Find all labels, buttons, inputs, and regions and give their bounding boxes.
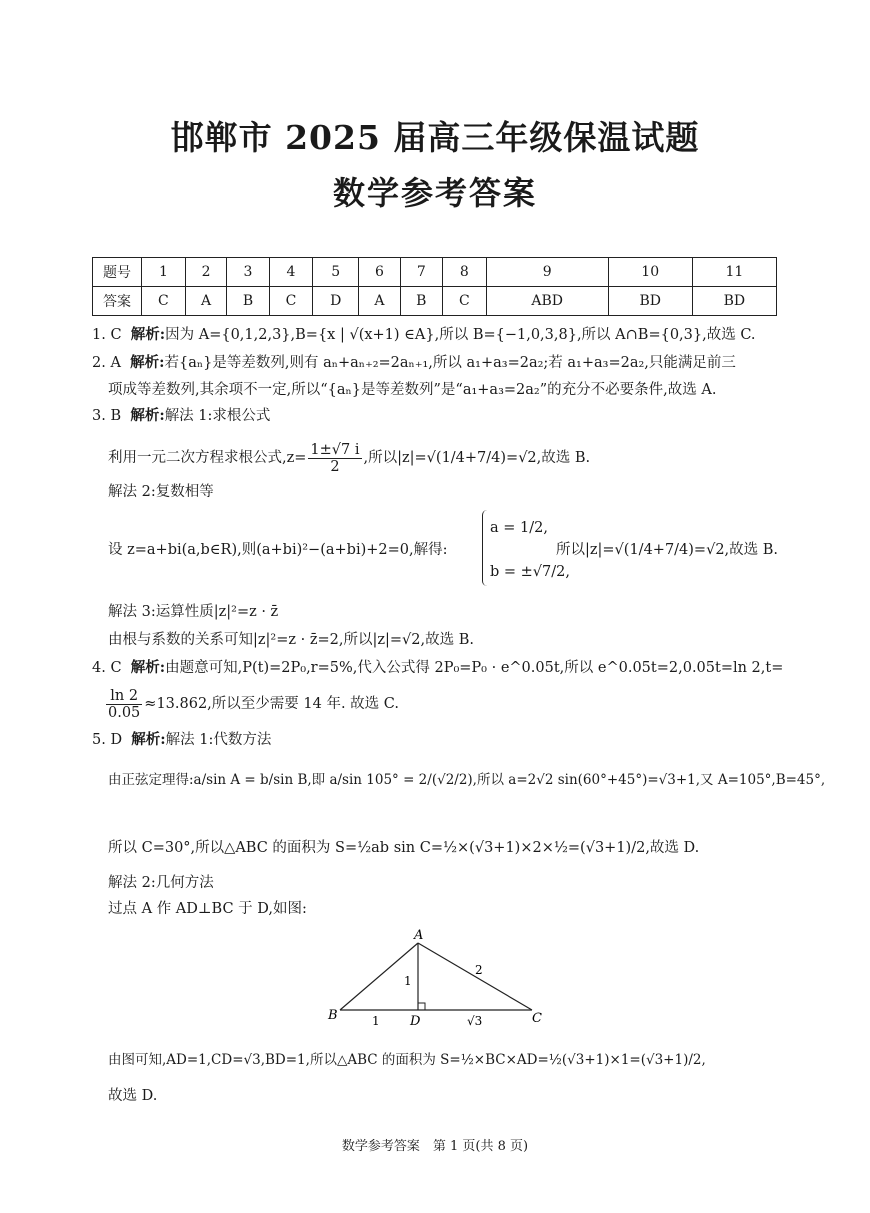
- method-title: 解法 1:代数方法: [165, 732, 272, 748]
- solution-label: 1. C: [92, 327, 122, 343]
- brace-bracket: [482, 510, 487, 586]
- length-dc-label: √3: [467, 1014, 483, 1028]
- table-cell: C: [442, 287, 486, 316]
- solution-label: 2. A: [92, 355, 121, 371]
- row-label-number: 题号: [93, 258, 142, 287]
- vertex-b-label: B: [328, 1008, 338, 1023]
- formula-text: ,所以|z|=√(1/4+7/4)=√2,故选 B.: [363, 450, 591, 466]
- table-cell: 8: [442, 258, 486, 287]
- solution-1: [92, 325, 756, 345]
- solution-2-cont: 项成等差数列,其余项不一定,所以“{aₙ}是等差数列”是“a₁+a₃=2a₂”的充分不必要条件,故选 A.: [108, 382, 717, 398]
- solution-3: [92, 406, 270, 426]
- vertex-d-label: D: [410, 1014, 421, 1029]
- case-line: a = 1/2,: [490, 520, 548, 536]
- fraction: [106, 688, 142, 721]
- method-title: 解法 2:几何方法: [108, 875, 214, 891]
- solution-4: [92, 658, 783, 678]
- table-row-answers: [93, 287, 777, 316]
- method-title: 解法 3:运算性质|z|²=z · z̄: [108, 604, 279, 620]
- length-ad-label: 1: [404, 974, 412, 988]
- analysis-tag: 解析:: [131, 731, 166, 748]
- vertex-c-label: C: [532, 1011, 542, 1026]
- right-angle-mark: [418, 1003, 425, 1010]
- vertex-a-label: A: [414, 928, 424, 943]
- solution-4-cont: [104, 686, 399, 722]
- table-cell: 4: [269, 258, 313, 287]
- analysis-tag: 解析:: [130, 354, 165, 371]
- table-cell: C: [269, 287, 313, 316]
- numerator: 1±√7 i: [310, 441, 360, 458]
- table-cell: BD: [692, 287, 776, 316]
- solution-3-method-1: [108, 440, 590, 476]
- table-cell: BD: [608, 287, 692, 316]
- document-subtitle: 数学参考答案: [332, 174, 537, 212]
- answer-table: [92, 257, 777, 316]
- solution-label: 5. D: [92, 732, 123, 748]
- table-cell: B: [227, 287, 269, 316]
- table-cell: 9: [486, 258, 608, 287]
- table-cell: 1: [142, 258, 186, 287]
- table-cell: 5: [313, 258, 359, 287]
- analysis-tag: 解析:: [130, 326, 166, 343]
- solution-label: 3. B: [92, 408, 122, 424]
- table-cell: 7: [400, 258, 442, 287]
- table-row-numbers: [93, 258, 777, 287]
- length-bd-label: 1: [372, 1014, 380, 1028]
- solution-5-geometry: 过点 A 作 AD⊥BC 于 D,如图:: [108, 901, 307, 917]
- triangle-figure: [322, 925, 552, 1035]
- method-title: 解法 2:复数相等: [108, 484, 214, 500]
- case-line: b = ±√7/2,: [490, 564, 570, 580]
- table-cell: 2: [185, 258, 227, 287]
- row-label-answer: 答案: [93, 287, 142, 316]
- solution-2: [92, 353, 736, 373]
- formula-text: 利用一元二次方程求根公式,z=: [108, 450, 307, 466]
- table-cell: 6: [359, 258, 401, 287]
- solution-5: [92, 730, 271, 750]
- denominator: 2: [330, 458, 340, 475]
- solution-5-line-1: 由正弦定理得:a/sin A = b/sin B,即 a/sin 105° = 2/(√2/2),所以 a=2√2 sin(60°+45°)=√3+1,又 A=105°,B=45°,: [108, 772, 826, 788]
- solution-3-method-3: 由根与系数的关系可知|z|²=z · z̄=2,所以|z|=√2,故选 B.: [108, 632, 474, 648]
- length-ac-label: 2: [475, 963, 483, 977]
- solution-3-method-2-result: 所以|z|=√(1/4+7/4)=√2,故选 B.: [556, 542, 779, 558]
- table-cell: 3: [227, 258, 269, 287]
- table-cell: ABD: [486, 287, 608, 316]
- solution-5-line-2: 所以 C=30°,所以△ABC 的面积为 S=½ab sin C=½×(√3+1)×2×½=(√3+1)/2,故选 D.: [108, 840, 700, 856]
- document-title: 邯郸市 2025 届高三年级保温试题: [170, 118, 700, 157]
- table-cell: 11: [692, 258, 776, 287]
- solution-text: 由题意可知,P(t)=2P₀,r=5%,代入公式得 2P₀=P₀ · e^0.05t,所以 e^0.05t=2,0.05t=ln 2,t=: [165, 660, 784, 676]
- solution-label: 4. C: [92, 660, 122, 676]
- table-cell: D: [313, 287, 359, 316]
- solution-text: ≈13.862,所以至少需要 14 年. 故选 C.: [144, 696, 399, 712]
- solution-5-geometry-result: 由图可知,AD=1,CD=√3,BD=1,所以△ABC 的面积为 S=½×BC×AD=½(√3+1)×1=(√3+1)/2,: [108, 1052, 706, 1068]
- denominator: 0.05: [108, 704, 141, 721]
- solution-3-method-2: 设 z=a+bi(a,b∈R),则(a+bi)²−(a+bi)+2=0,解得:: [108, 542, 448, 558]
- table-cell: A: [359, 287, 401, 316]
- solution-5-conclusion: 故选 D.: [108, 1088, 158, 1104]
- table-cell: 10: [608, 258, 692, 287]
- numerator: ln 2: [106, 688, 142, 705]
- solution-text: 因为 A={0,1,2,3},B={x | √(x+1) ∈A},所以 B={−1,0,3,8},所以 A∩B={0,3},故选 C.: [165, 327, 756, 343]
- fraction: [308, 442, 361, 475]
- analysis-tag: 解析:: [130, 407, 165, 424]
- table-cell: A: [185, 287, 227, 316]
- method-title: 解法 1:求根公式: [164, 408, 271, 424]
- solution-text: 若{aₙ}是等差数列,则有 aₙ+aₙ₊₂=2aₙ₊₁,所以 a₁+a₃=2a₂;若 a₁+a₃=2a₂,只能满足前三: [164, 355, 736, 371]
- page-footer: 数学参考答案 第 1 页(共 8 页): [341, 1139, 529, 1154]
- analysis-tag: 解析:: [130, 659, 166, 676]
- table-cell: C: [142, 287, 186, 316]
- table-cell: B: [400, 287, 442, 316]
